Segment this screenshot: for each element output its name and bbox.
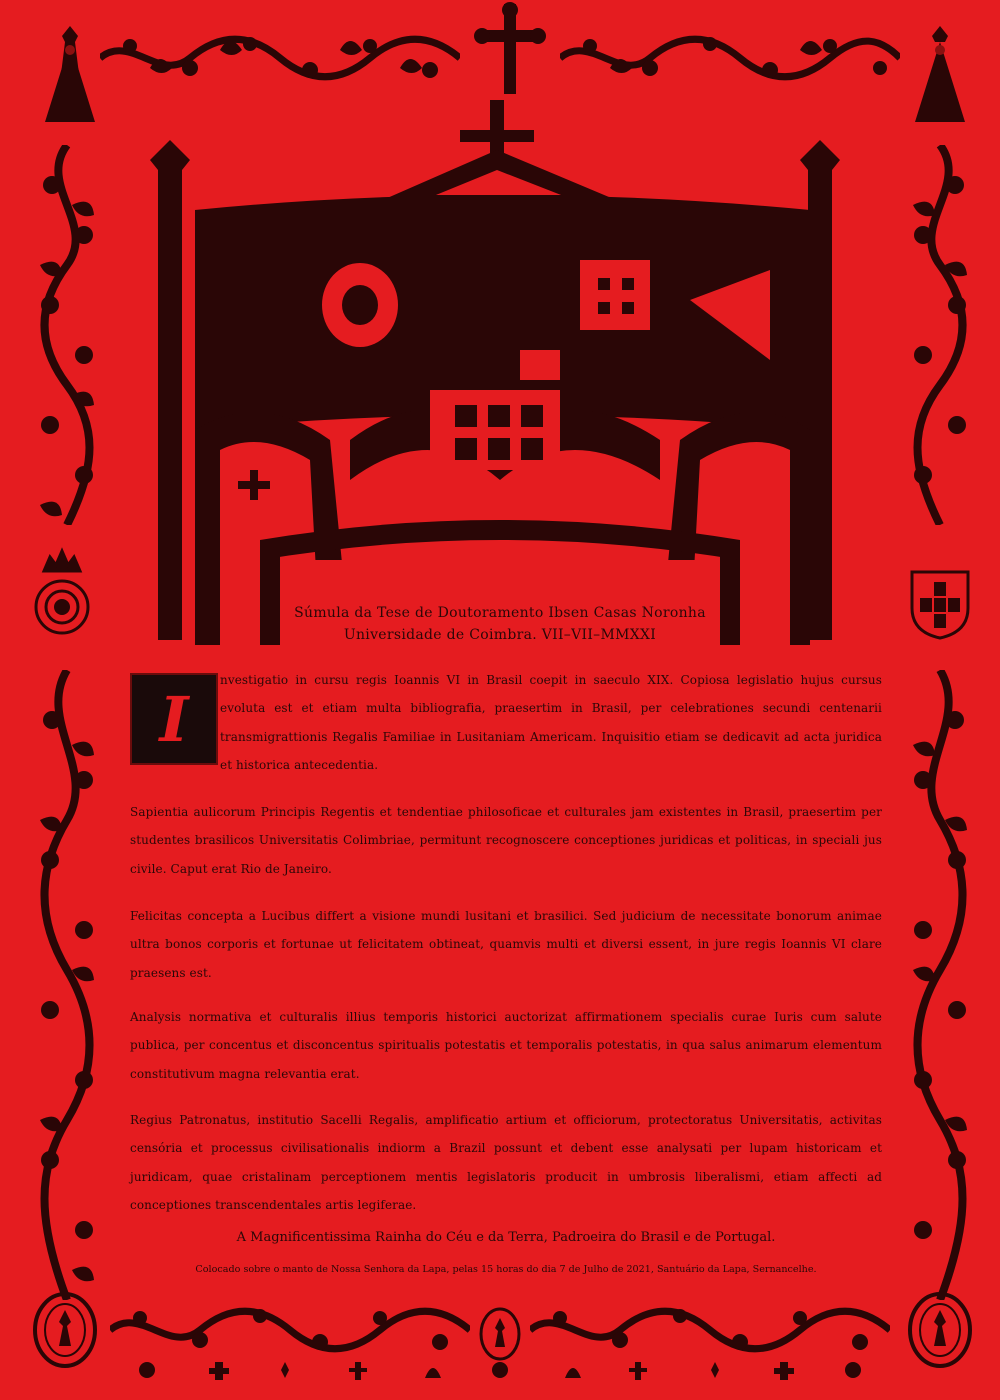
paragraph-2: Sapientia aulicorum Principis Regentis et tendentiae philosoficae et culturales jam existentes in Brasil, praesertim per studentes brasilicos Universitatis Colimbriae, permitunt recognoscere conceptiones juridicas et politicas, in speciali jus civile. Caput erat Rio de Janeiro. [130, 805, 882, 876]
madonna-statue-icon [35, 22, 105, 132]
top-vine-left [100, 28, 460, 88]
right-vine-lower [905, 670, 975, 1300]
university-date: Universidade de Coimbra. VII–VII–MMXXI [343, 627, 657, 643]
paragraph-4: Analysis normativa et culturalis illius temporis historici auctorizat affirmationem specialis curae Iuris cum salute publica, per concentus et disconcentus spiritualis potestatis et temporalis potestatis, in qua salus animarum elementum constitutivum magna relevantia erat. [130, 1010, 882, 1081]
madonna-statue-icon [905, 22, 975, 132]
left-vine-lower [32, 670, 102, 1300]
left-vine-upper [32, 145, 102, 525]
seal-icon [478, 1306, 522, 1362]
placement-note: Colocado sobre o manto de Nossa Senhora da Lapa, pelas 15 horas do dia 7 de Julho de 2021, Santuário da Lapa, Sernancelhe. [195, 1264, 817, 1275]
seal-icon [905, 1290, 975, 1370]
portugal-shield-icon [908, 568, 972, 640]
top-vine-right [560, 28, 900, 88]
dedication-line: A Magnificentissima Rainha do Céu e da Terra, Padroeira do Brasil e de Portugal. [236, 1230, 776, 1245]
bottom-symbols-row [135, 1358, 865, 1382]
gothic-portal-illustration [110, 100, 900, 645]
drop-cap: I [130, 673, 218, 765]
paragraph-5: Regius Patronatus, institutio Sacelli Regalis, amplificatio artium et officiorum, protectoratus Universitatis, activitas censória et processus civilisationalis indiorm a Brazil possunt et debent esse analysati per lupam historicam et juridicam, quae cristalinam perceptionem mentis legislatoris producit in umbrosis liberalismi, etiam affecti ad conceptiones transcendentales artis legiferae. [130, 1113, 882, 1213]
right-vine-upper [905, 145, 975, 525]
top-cross-ornament [470, 0, 550, 100]
paragraph-1: nvestigatio in cursu regis Ioannis VI in Brasil coepit in saeculo XIX. Copiosa legislatio hujus cursus evoluta est et etiam multa bibliografia, praesertim in Brasil, per celebrationes secundi centenarii transmigrattionis Regalis Familiae in Lusitaniam Americam. Inquisitio etiam se dedicavit ad acta juridica et historica antecedentia. [220, 673, 882, 773]
royal-crest-icon [30, 545, 94, 645]
seal-icon [30, 1290, 100, 1370]
title-block [230, 602, 770, 646]
thesis-title: Súmula da Tese de Doutoramento Ibsen Casas Noronha [294, 605, 706, 621]
paragraph-3: Felicitas concepta a Lucibus differt a visione mundi lusitani et brasilici. Sed judicium de necessitate bonorum animae ultra bonos corporis et fortunae ut felicitatem obtineat, quamvis multi et diversi essent, in jure regis Ioannis VI clare praesens est. [130, 909, 882, 980]
bottom-vine-right [530, 1300, 890, 1360]
bottom-vine-left [110, 1300, 470, 1360]
